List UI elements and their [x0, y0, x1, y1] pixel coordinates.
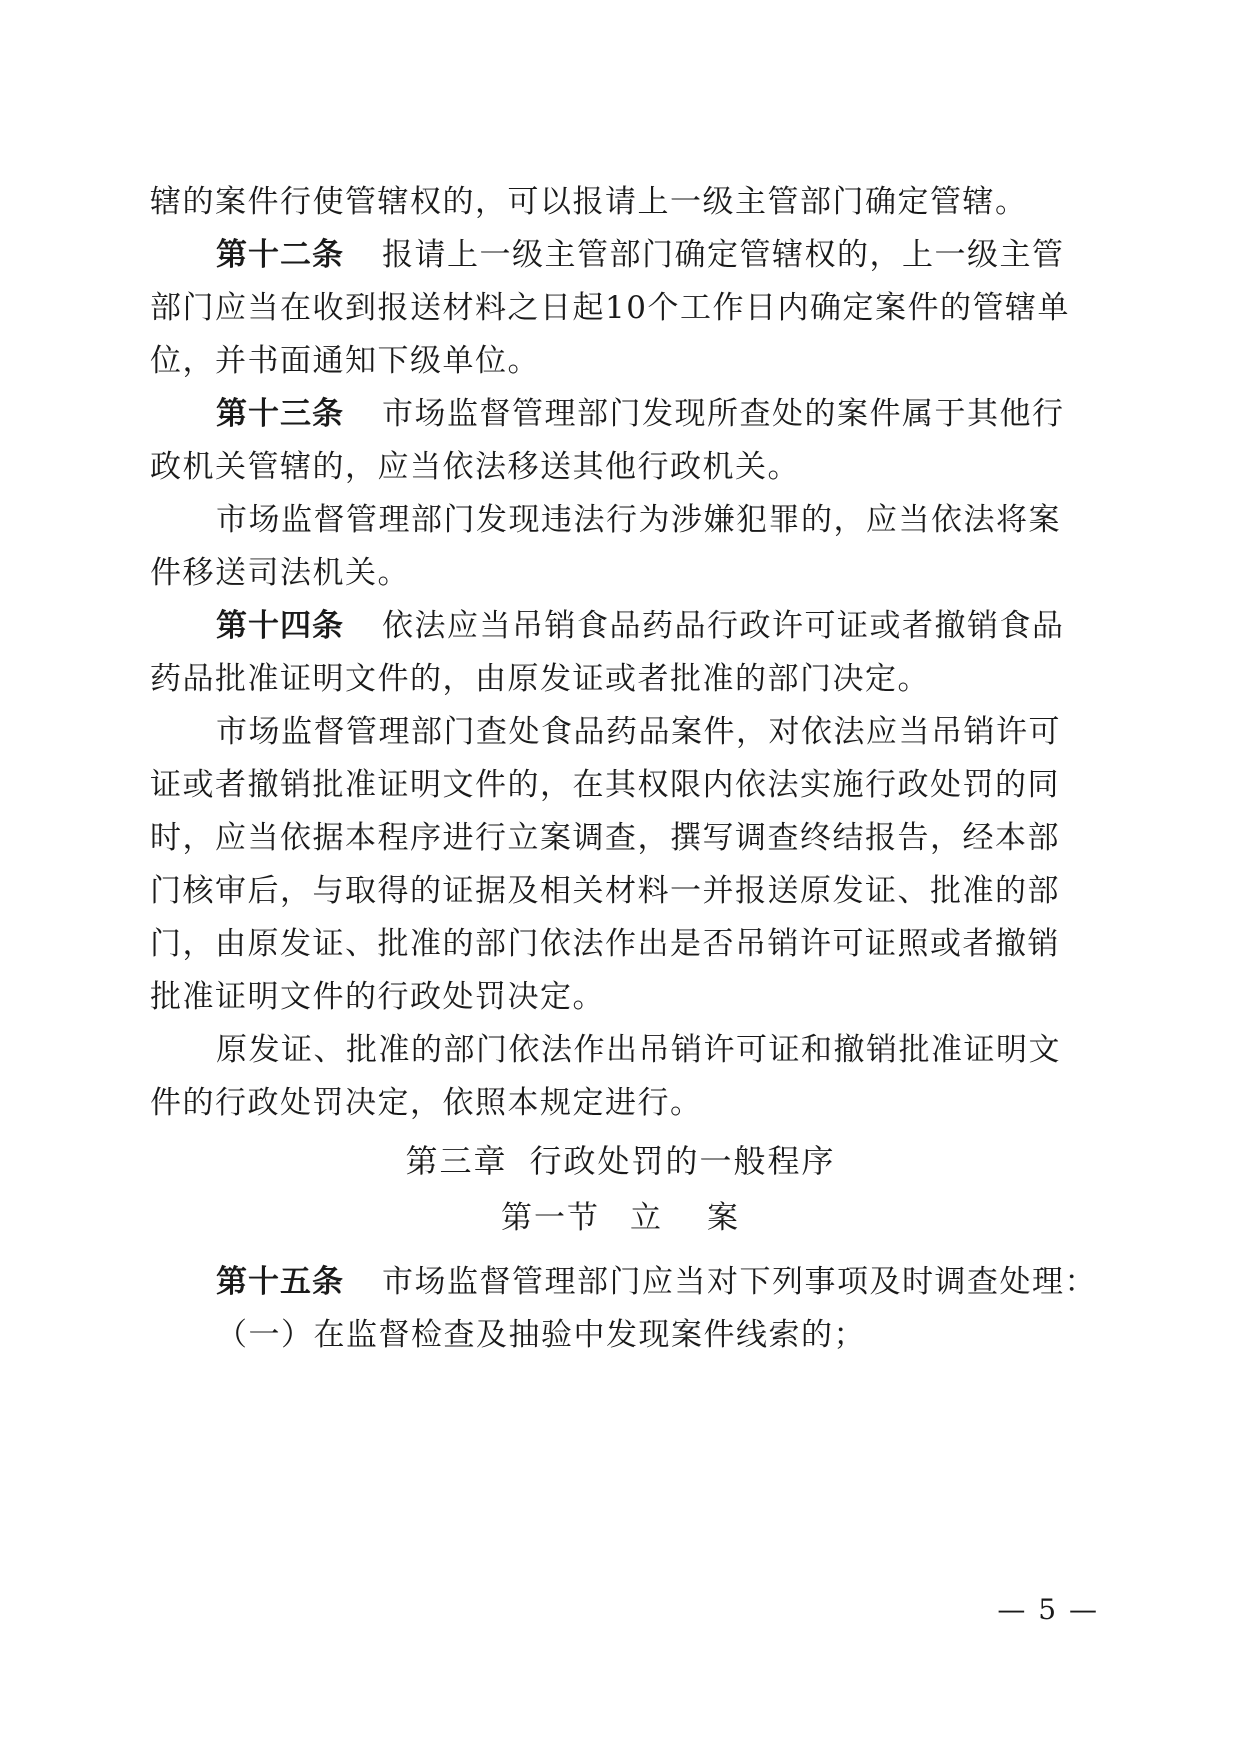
- paragraph-line: 门核审后，与取得的证据及相关材料一并报送原发证、批准的部: [150, 873, 1060, 909]
- article-12-line-1: [216, 233, 1090, 277]
- section-heading: [0, 1196, 1241, 1240]
- paragraph-line: 市场监督管理部门查处食品药品案件，对依法应当吊销许可: [216, 714, 1061, 750]
- paragraph-line: 证或者撤销批准证明文件的，在其权限内依法实施行政处罚的同: [150, 767, 1060, 803]
- paragraph-text: 市场监督管理部门应当对下列事项及时调查处理：: [382, 1264, 1097, 1300]
- paragraph-line: 门，由原发证、批准的部门依法作出是否吊销许可证照或者撤销: [150, 926, 1060, 962]
- paragraph-line: 件的行政处罚决定，依照本规定进行。: [150, 1085, 703, 1121]
- article-heading: 第十四条: [216, 608, 344, 644]
- paragraph-text: 市场监督管理部门发现所查处的案件属于其他行: [382, 396, 1065, 432]
- chapter-heading: [0, 1139, 1241, 1183]
- paragraph-line: 时，应当依据本程序进行立案调查，撰写调查终结报告，经本部: [150, 820, 1060, 856]
- article-heading: 第十五条: [216, 1264, 344, 1300]
- section-title-part: 立: [630, 1200, 663, 1236]
- page-number: — 5 —: [997, 1593, 1099, 1626]
- paragraph-line: 政机关管辖的，应当依法移送其他行政机关。: [150, 449, 800, 485]
- paragraph-line: 批准证明文件的行政处罚决定。: [150, 979, 605, 1015]
- chapter-title: 行政处罚的一般程序: [529, 1142, 836, 1180]
- chapter-number: 第三章: [405, 1142, 508, 1180]
- paragraph-line: 原发证、批准的部门依法作出吊销许可证和撤销批准证明文: [216, 1032, 1061, 1068]
- section-title-part: 案: [707, 1200, 740, 1236]
- article-heading: 第十二条: [216, 237, 344, 273]
- section-number: 第一节: [501, 1200, 600, 1236]
- paragraph-line: 部门应当在收到报送材料之日起10个工作日内确定案件的管辖单: [150, 290, 1070, 326]
- paragraph-line: 位，并书面通知下级单位。: [150, 343, 540, 379]
- article-13-line-1: [216, 392, 1090, 436]
- paragraph-line: 件移送司法机关。: [150, 555, 410, 591]
- paragraph-line: 辖的案件行使管辖权的，可以报请上一级主管部门确定管辖。: [150, 184, 1028, 220]
- article-15-line-1: [216, 1260, 1097, 1304]
- article-heading: 第十三条: [216, 396, 344, 432]
- paragraph-text: 依法应当吊销食品药品行政许可证或者撤销食品: [382, 608, 1065, 644]
- paragraph-line: 药品批准证明文件的，由原发证或者批准的部门决定。: [150, 661, 930, 697]
- article-14-line-1: [216, 604, 1090, 648]
- list-item: （一）在监督检查及抽验中发现案件线索的；: [216, 1317, 866, 1353]
- paragraph-line: 市场监督管理部门发现违法行为涉嫌犯罪的，应当依法将案: [216, 502, 1061, 538]
- paragraph-text: 报请上一级主管部门确定管辖权的，上一级主管: [382, 237, 1065, 273]
